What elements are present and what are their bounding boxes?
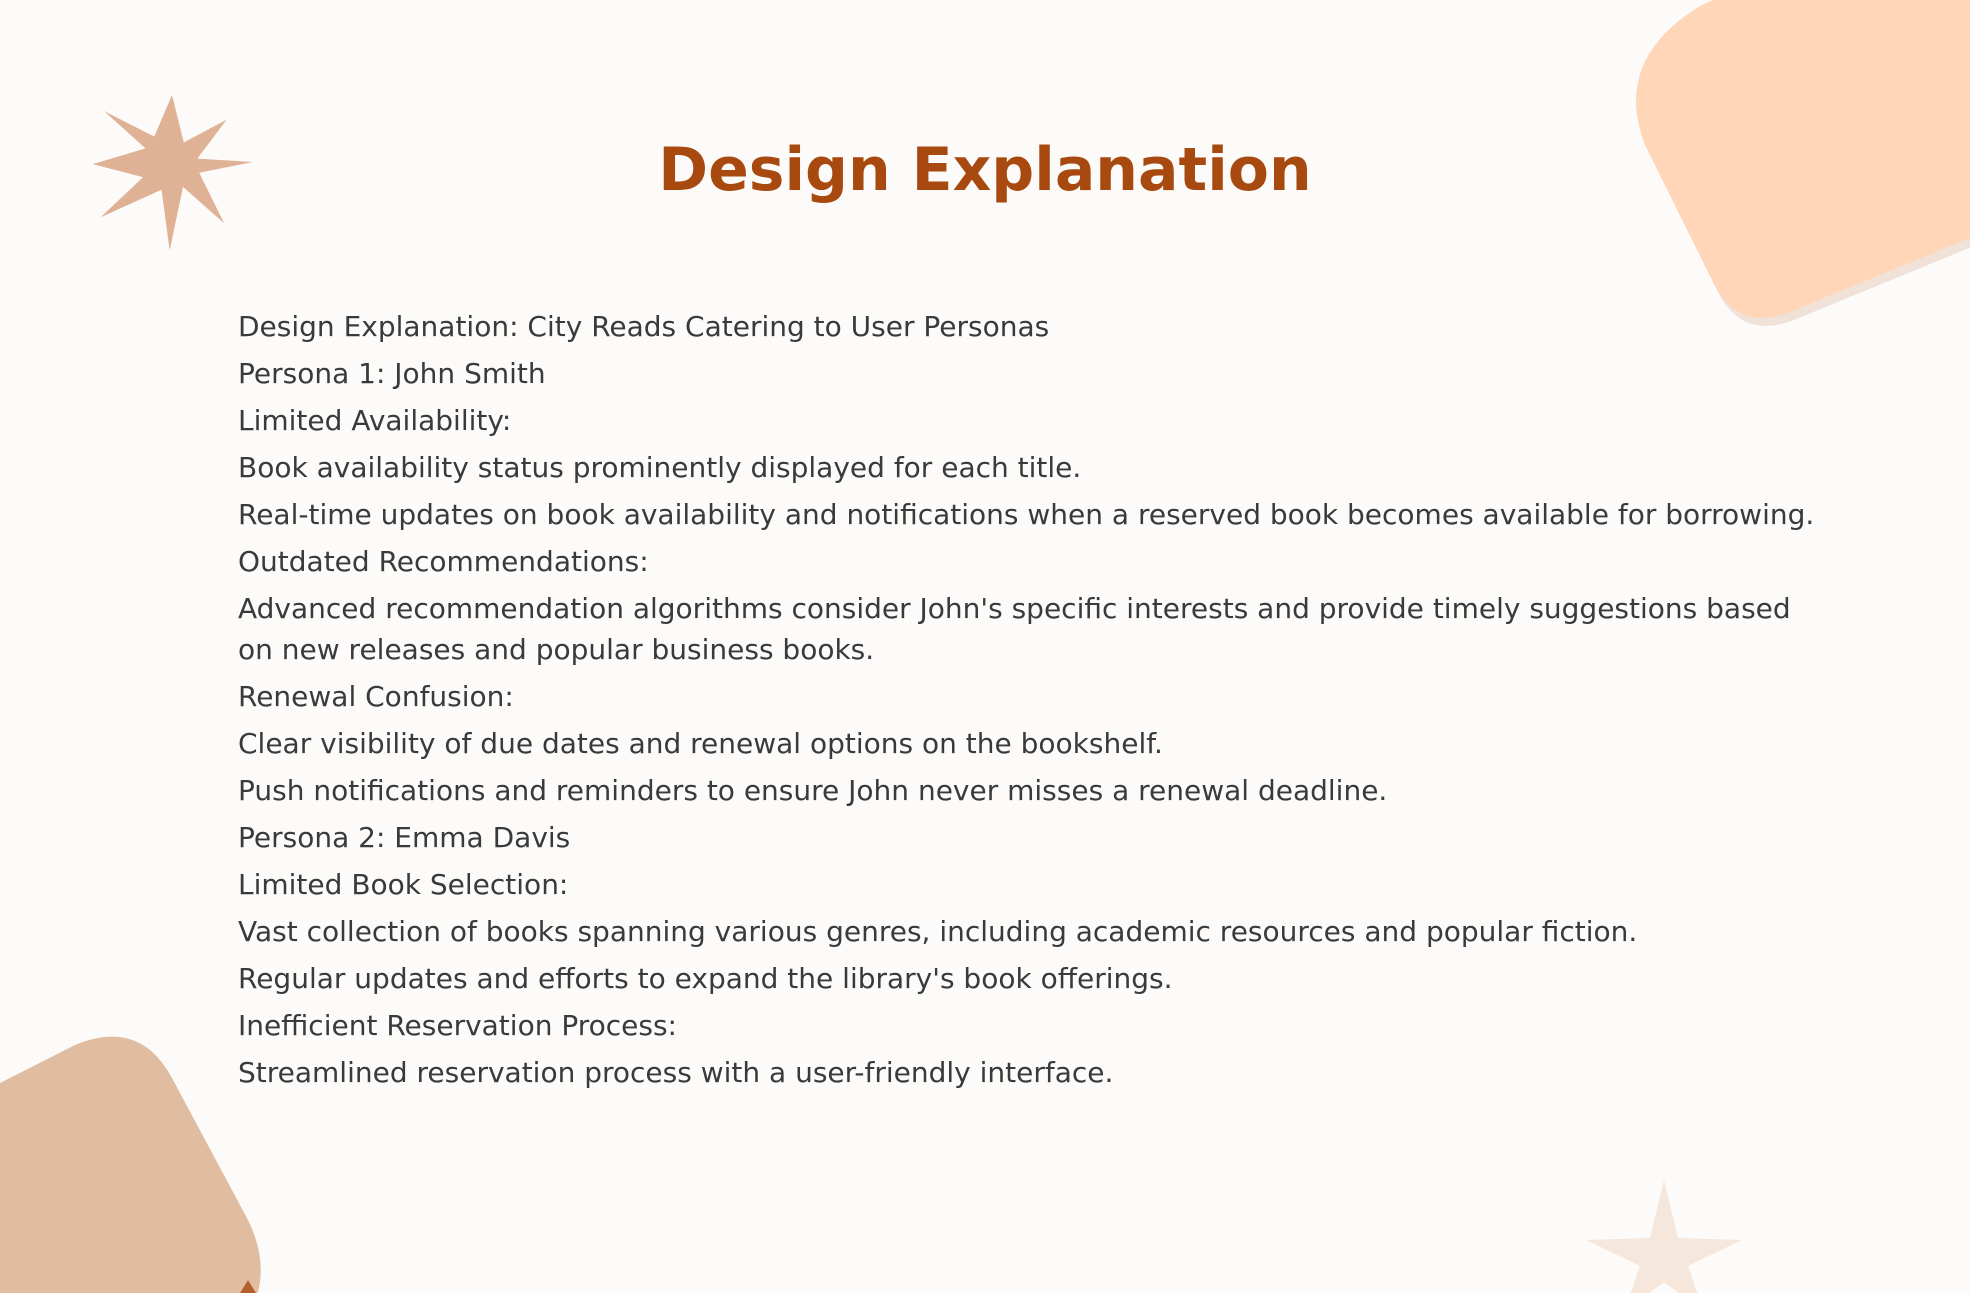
bottom-left-blob-shape: [0, 1037, 261, 1293]
text-line: Regular updates and efforts to expand the library's book offerings.: [238, 962, 1173, 995]
text-line: Vast collection of books spanning various genres, including academic resources and popular fiction.: [238, 915, 1638, 948]
text-line: Inefficient Reservation Process:: [238, 1009, 677, 1042]
text-line: Advanced recommendation algorithms consider John's specific interests and provide timely suggestions based on new releases and popular business books.: [238, 592, 1791, 666]
text-line: Persona 1: John Smith: [238, 357, 546, 390]
text-line: Book availability status prominently displayed for each title.: [238, 451, 1082, 484]
content-body: [238, 306, 1818, 1099]
text-line: Real-time updates on book availability and notifications when a reserved book becomes available for borrowing.: [238, 498, 1815, 531]
text-line: Streamlined reservation process with a user-friendly interface.: [238, 1056, 1114, 1089]
text-line: Limited Availability:: [238, 404, 512, 437]
text-line: Outdated Recommendations:: [238, 545, 649, 578]
star-icon: [1586, 1180, 1742, 1293]
text-line: Persona 2: Emma Davis: [238, 821, 571, 854]
page-title: Design Explanation: [658, 135, 1312, 205]
text-line: Clear visibility of due dates and renewal options on the bookshelf.: [238, 727, 1163, 760]
text-line: Limited Book Selection:: [238, 868, 569, 901]
text-line: Push notifications and reminders to ensure John never misses a renewal deadline.: [238, 774, 1388, 807]
text-line: Renewal Confusion:: [238, 680, 514, 713]
text-line: Design Explanation: City Reads Catering to User Personas: [238, 310, 1050, 343]
